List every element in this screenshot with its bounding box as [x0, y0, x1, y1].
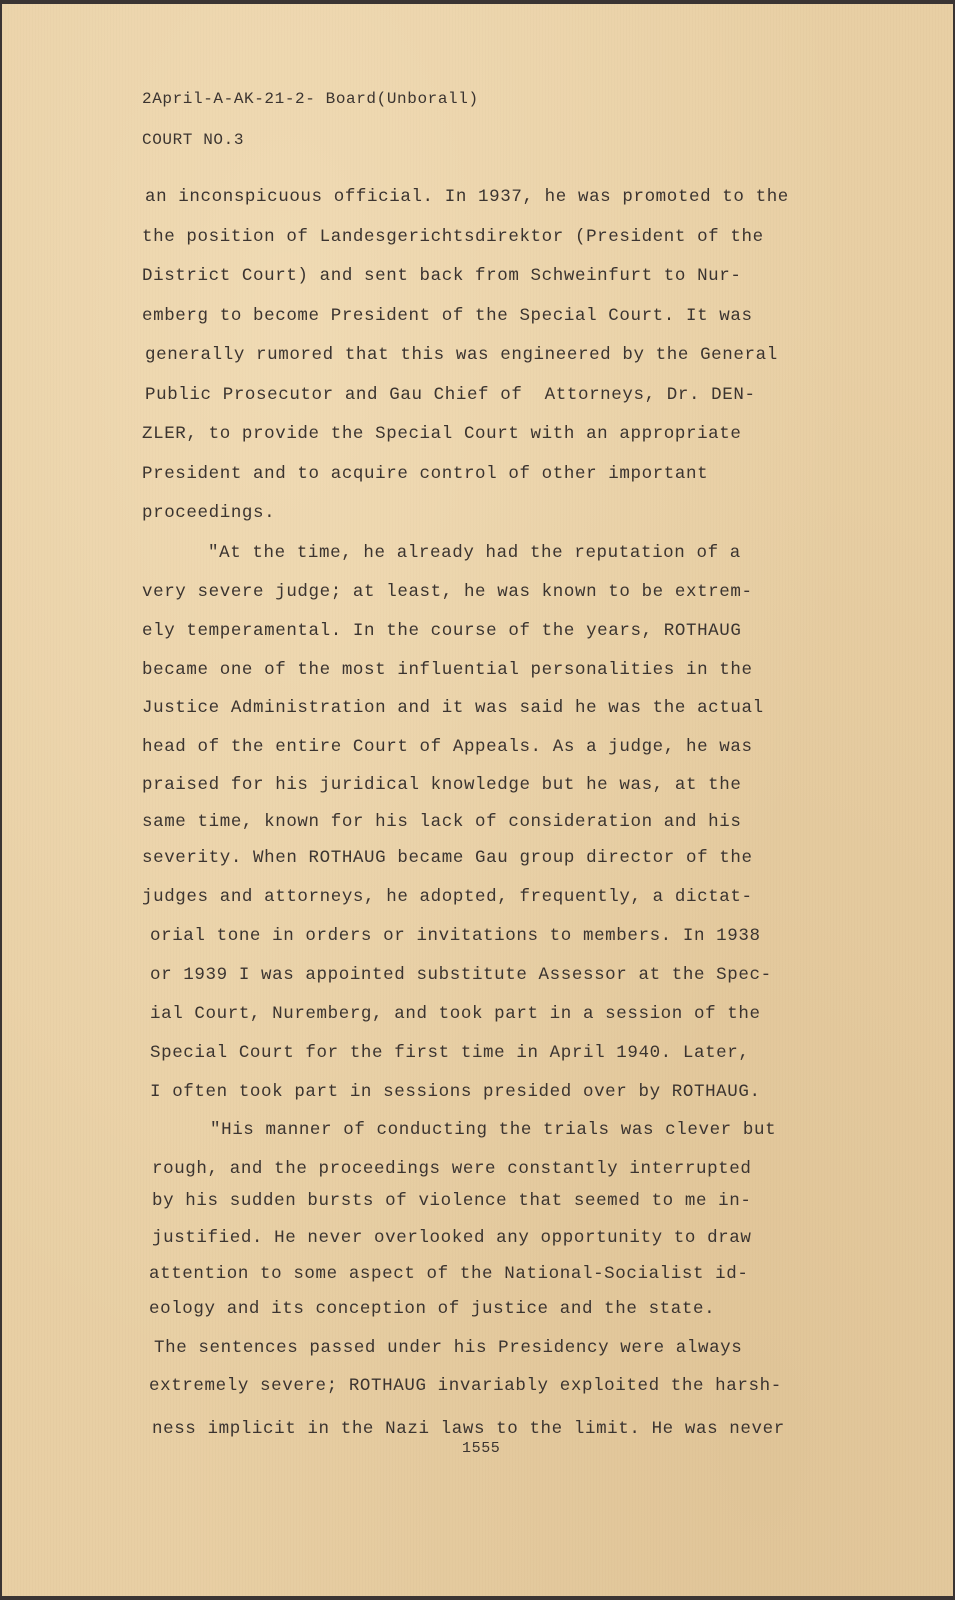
body-text-line: eology and its conception of justice and the state.	[149, 1299, 716, 1319]
body-text-line: President and to acquire control of other important	[142, 464, 709, 484]
body-text-line: Justice Administration and it was said he was the actual	[142, 698, 764, 718]
body-text-line: head of the entire Court of Appeals. As a judge, he was	[142, 737, 753, 757]
body-text-line: Public Prosecutor and Gau Chief of Attorneys, Dr. DEN-	[145, 385, 756, 405]
body-text-line: the position of Landesgerichtsdirektor (President of the	[142, 227, 764, 247]
body-text-line: orial tone in orders or invitations to members. In 1938	[150, 926, 761, 946]
body-text-line: by his sudden bursts of violence that seemed to me in-	[152, 1191, 752, 1211]
body-text-line: extremely severe; ROTHAUG invariably exploited the harsh-	[149, 1376, 782, 1396]
body-text-line: ness implicit in the Nazi laws to the limit. He was never	[152, 1419, 785, 1439]
body-text-line: same time, known for his lack of consideration and his	[142, 812, 742, 832]
body-text-line: emberg to become President of the Special Court. It was	[142, 306, 753, 326]
body-text-line: severity. When ROTHAUG became Gau group director of the	[142, 848, 753, 868]
body-text-line: "His manner of conducting the trials was clever but	[210, 1120, 777, 1140]
body-text-line: rough, and the proceedings were constantly interrupted	[152, 1159, 752, 1179]
body-text-line: very severe judge; at least, he was known to be extrem-	[142, 582, 753, 602]
body-text-line: proceedings.	[142, 503, 276, 523]
body-text-line: judges and attorneys, he adopted, frequently, a dictat-	[142, 887, 753, 907]
document-reference-header: 2April-A-AK-21-2- Board(Unborall)	[142, 90, 479, 108]
body-text-line: ial Court, Nuremberg, and took part in a session of the	[150, 1004, 761, 1024]
page-number: 1555	[462, 1440, 501, 1457]
body-text-line: District Court) and sent back from Schweinfurt to Nur-	[142, 266, 742, 286]
body-text-line: an inconspicuous official. In 1937, he was promoted to the	[145, 187, 789, 207]
body-text-line: ely temperamental. In the course of the years, ROTHAUG	[142, 621, 742, 641]
body-text-line: I often took part in sessions presided over by ROTHAUG.	[150, 1082, 761, 1102]
body-text-line: The sentences passed under his Presidency were always	[154, 1338, 743, 1358]
body-text-line: ZLER, to provide the Special Court with an appropriate	[142, 424, 742, 444]
body-text-line: attention to some aspect of the National-Socialist id-	[149, 1264, 749, 1284]
document-page	[2, 4, 953, 1596]
body-text-line: justified. He never overlooked any opportunity to draw	[152, 1228, 752, 1248]
body-text-line: generally rumored that this was engineered by the General	[145, 345, 778, 365]
body-text-line: "At the time, he already had the reputation of a	[208, 543, 741, 563]
body-text-line: became one of the most influential personalities in the	[142, 660, 753, 680]
body-text-line: praised for his juridical knowledge but he was, at the	[142, 775, 742, 795]
body-text-line: Special Court for the first time in April 1940. Later,	[150, 1043, 750, 1063]
body-text-line: or 1939 I was appointed substitute Assessor at the Spec-	[150, 965, 772, 985]
court-number-header: COURT NO.3	[142, 131, 245, 149]
